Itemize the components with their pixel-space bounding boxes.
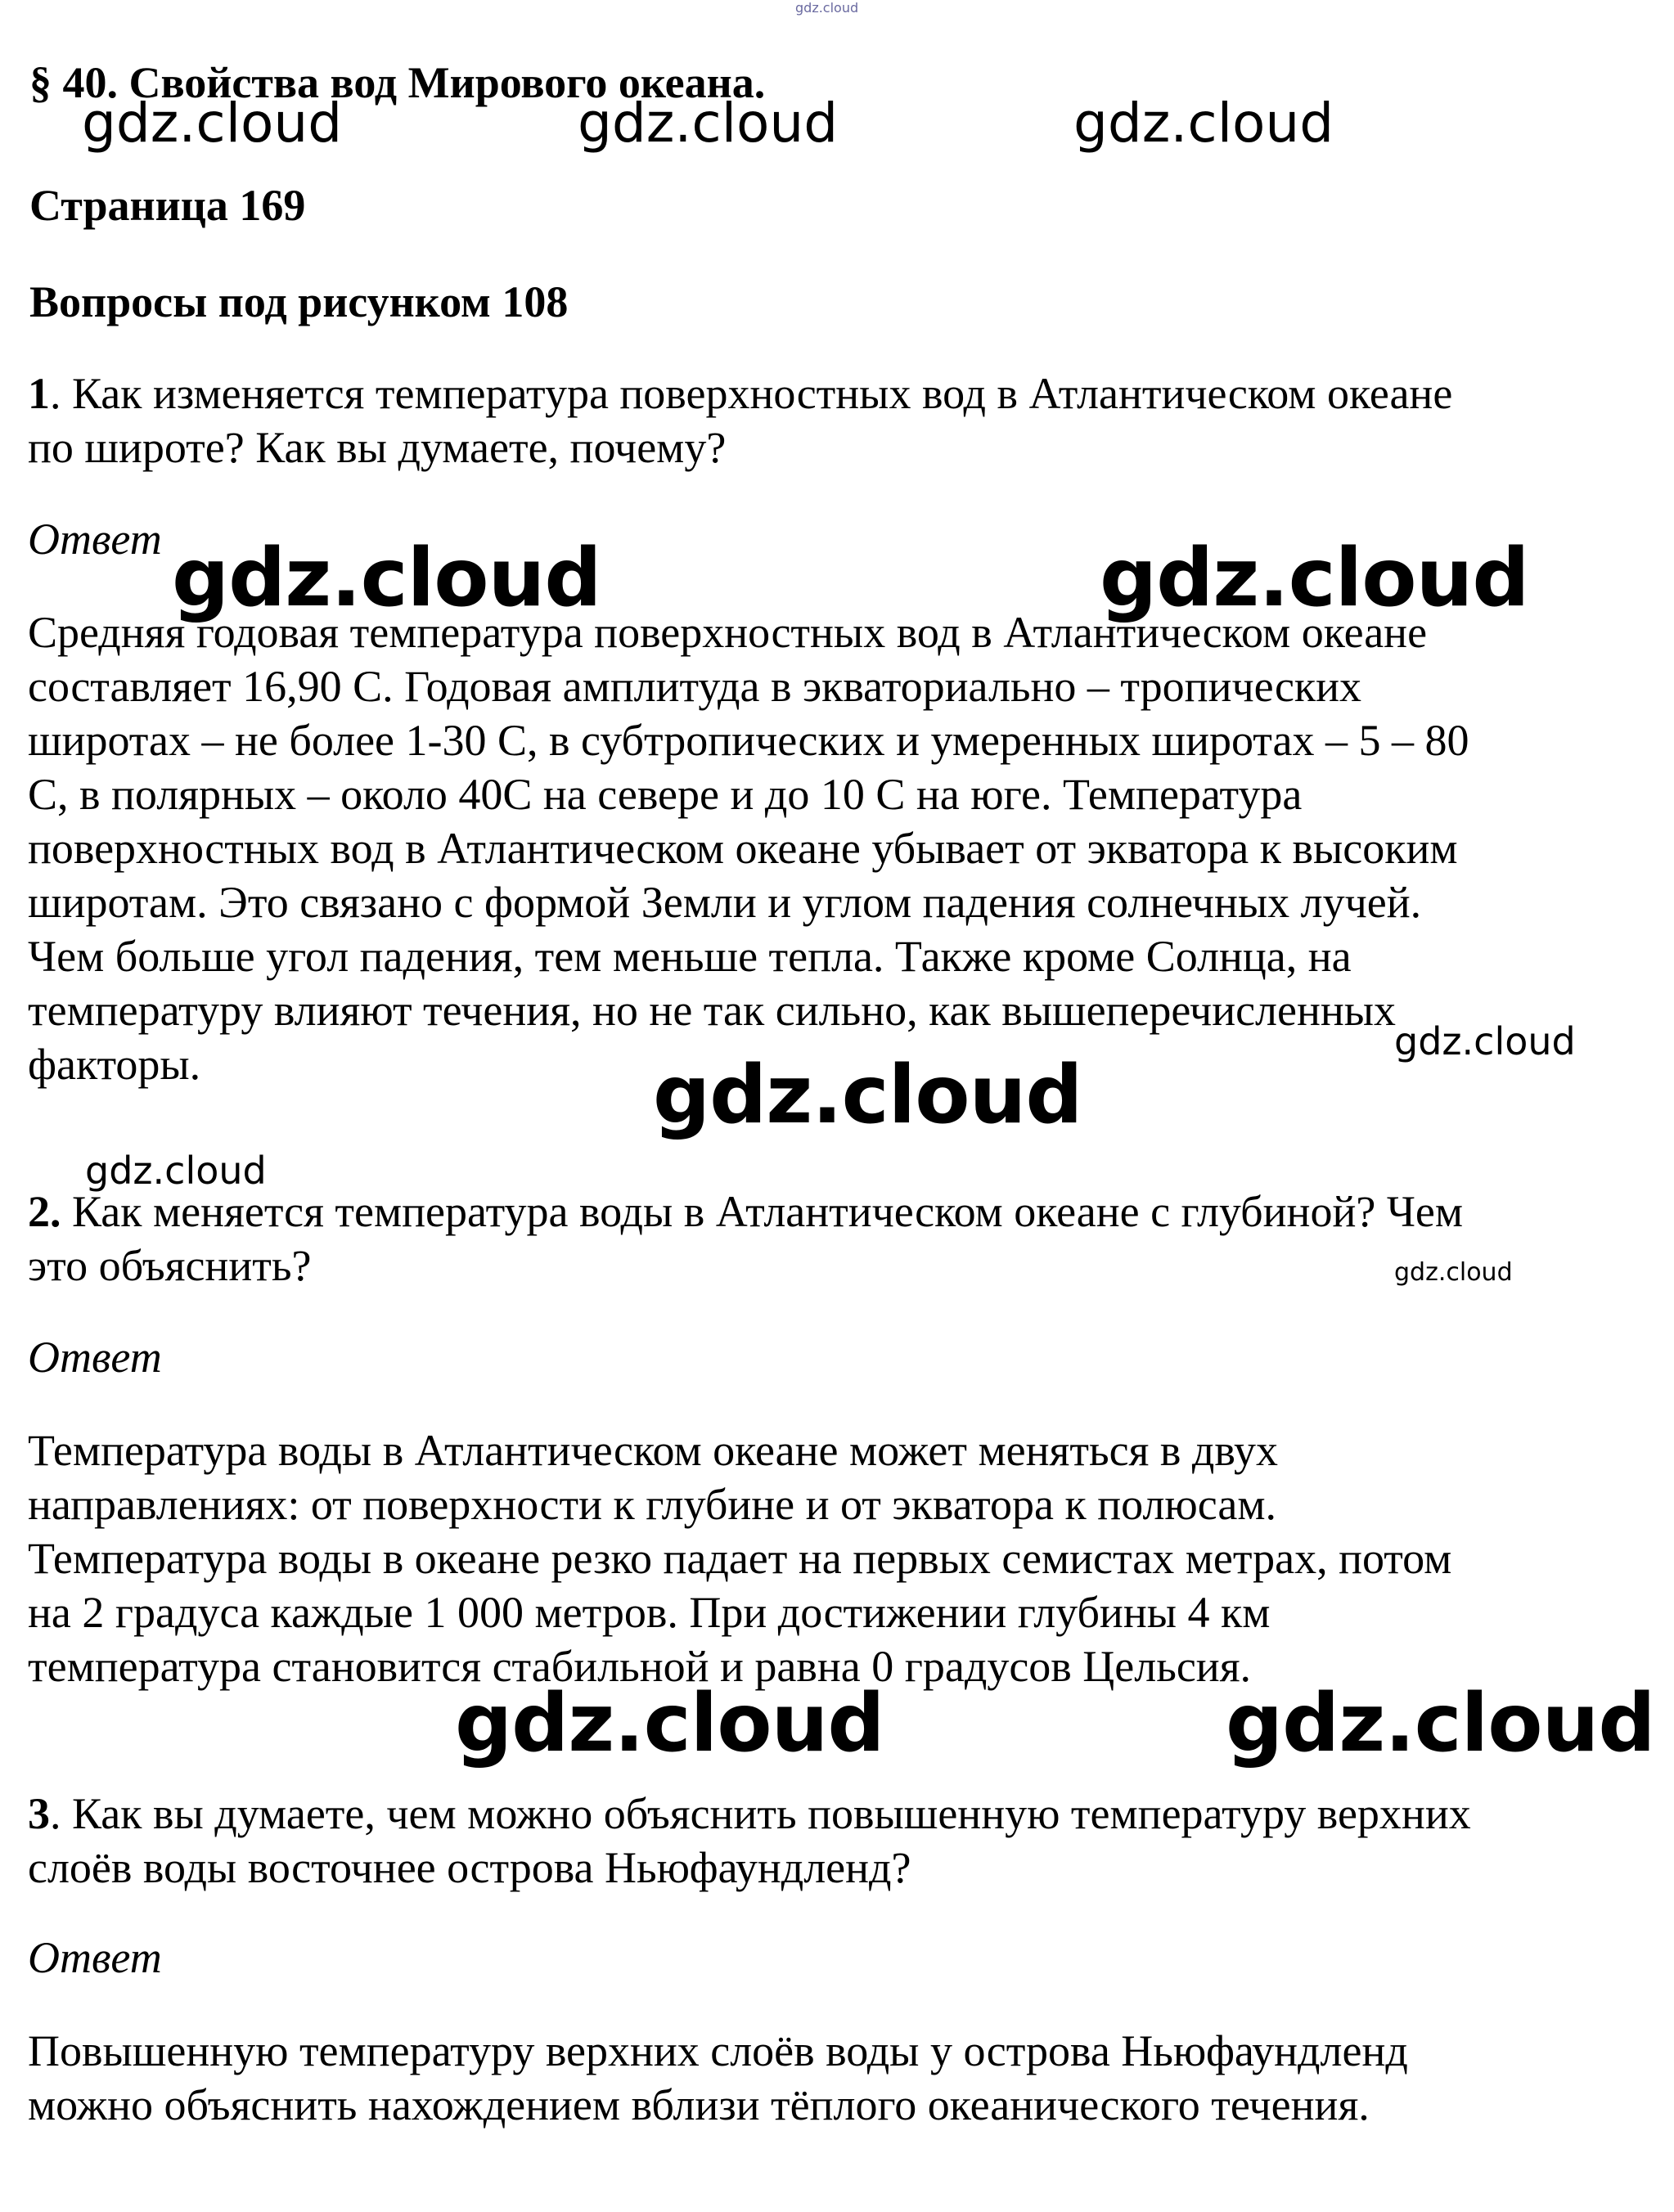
answer-3: Повышенную температуру верхних слоёв воды у острова Ньюфаундленд можно объяснить нахождением вблизи тёплого океанического течения. [28, 2026, 1408, 2129]
question-3-text: . Как вы думаете, чем можно объяснить повышенную температуру верхних слоёв воды восточнее острова Ньюфаундленд? [28, 1789, 1471, 1892]
answer-1: Средняя годовая температура поверхностных вод в Атлантическом океане составляет 16,90 С. Годовая амплитуда в экваториально – тропических широтах – не более 1-30 С, в субтропических и умеренных широтах – 5 – 80 С, в полярных – около 40С на севере и до 10 С на юге. Температура поверхностных вод в Атлантическом океане убывает от экватора к высоким широтам. Это связано с формой Земли и углом падения солнечных лучей. Чем больше угол падения, тем меньше тепла. Также кроме Солнца, на температуру влияют течения, но не так сильно, как вышеперечисленных факторы. [28, 608, 1469, 1089]
question-1 [28, 366, 1631, 474]
watermark: gdz.cloud [82, 92, 343, 155]
page-label: Страница 169 [29, 181, 306, 230]
question-2-number: 2. [28, 1187, 61, 1236]
question-1-text: . Как изменяется температура поверхностных вод в Атлантическом океане по широте? Как вы думаете, почему? [28, 369, 1453, 472]
answer-label-2: Ответ [28, 1333, 162, 1382]
subheading: Вопросы под рисунком 108 [29, 277, 569, 326]
answer-2: Температура воды в Атлантическом океане может меняться в двух направлениях: от поверхности к глубине и от экватора к полюсам. Температура воды в океане резко падает на первых семистах метрах, потом на 2 градуса каждые 1 000 метров. При достижении глубины 4 км температура становится стабильной и равна 0 градусов Цельсия. [28, 1426, 1452, 1691]
answer-label-1: Ответ [28, 515, 162, 564]
answer-label-3: Ответ [28, 1933, 162, 1982]
watermark: gdz.cloud [455, 1677, 884, 1770]
watermark-top: gdz.cloud [795, 0, 859, 16]
watermark: gdz.cloud [1073, 92, 1334, 155]
watermark: gdz.cloud [578, 92, 839, 155]
question-1-number: 1 [28, 369, 50, 418]
watermark: gdz.cloud [1394, 1019, 1576, 1063]
question-2 [28, 1185, 1631, 1293]
section-title: § 40. Свойства вод Мирового океана. [29, 58, 766, 107]
question-2-text: Как меняется температура воды в Атлантическом океане с глубиной? Чем это объяснить? [28, 1187, 1464, 1290]
question-3-number: 3 [28, 1789, 50, 1838]
watermark: gdz.cloud [1394, 1258, 1513, 1287]
watermark: gdz.cloud [172, 532, 601, 625]
watermark: gdz.cloud [653, 1049, 1082, 1142]
watermark: gdz.cloud [1226, 1677, 1655, 1770]
watermark: gdz.cloud [85, 1149, 267, 1193]
question-3 [28, 1787, 1631, 1895]
watermark: gdz.cloud [1100, 532, 1529, 625]
